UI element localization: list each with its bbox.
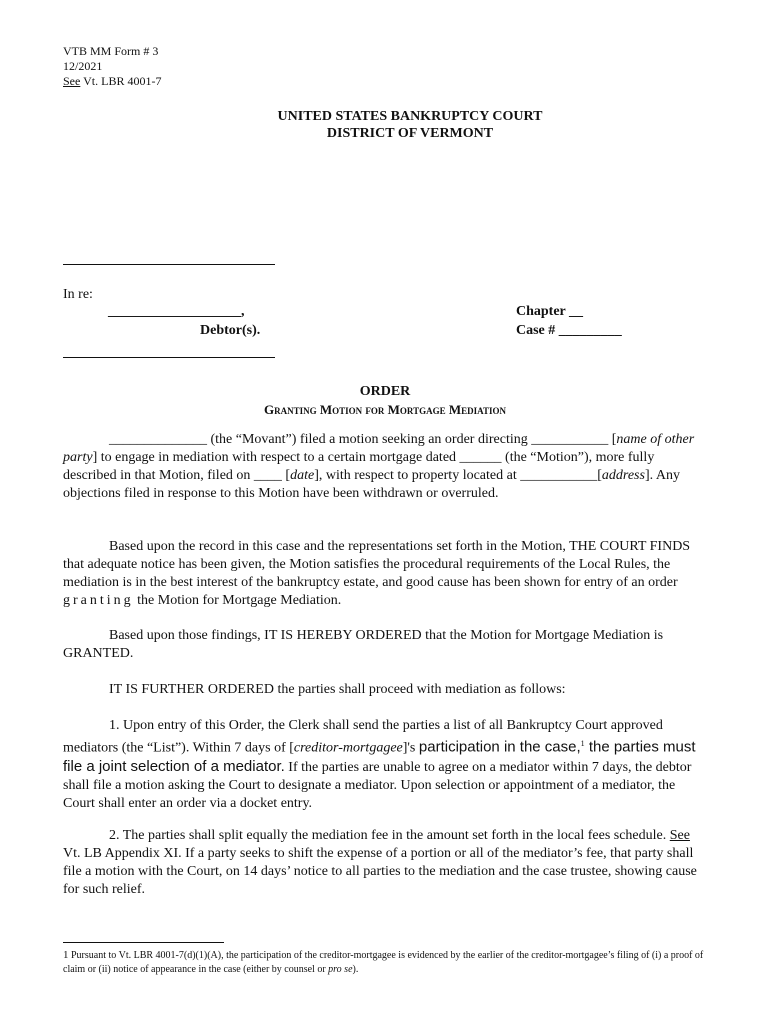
recital-placeholder-address: address bbox=[601, 468, 645, 483]
court-line-1: UNITED STATES BANKRUPTCY COURT bbox=[277, 109, 543, 124]
in-re-label: In re: bbox=[63, 287, 93, 302]
recital-text: ] to engage in mediation with respect to a certain mortgage dated ______ (the “Motion”), more fully described in that Motion, filed on ____ [ bbox=[63, 450, 655, 483]
recital-text: ], with respect to property located at ___________[ bbox=[314, 468, 602, 483]
item-2-text: 2. The parties shall split equally the mediation fee in the amount set forth in the local fees schedule. bbox=[109, 828, 670, 843]
item-1-text: the parties must file a joint selection of a mediator. bbox=[63, 738, 696, 775]
footnote-pro-se: pro se bbox=[328, 964, 353, 975]
footnote-text: Pursuant to Vt. LBR 4001-7(d)(1)(A), the participation of the creditor-mortgagee is evidenced by the earlier of the creditor-mortgagee’s filing of (i) a proof of claim or (ii) notice of appearance in the case (either by counsel or bbox=[63, 950, 704, 975]
footnote-reference[interactable]: 1 bbox=[580, 739, 585, 748]
case-number-field: Case # _________ bbox=[516, 323, 622, 338]
item-1-text: If the parties are unable to agree on a mediator within 7 days, the debtor shall file a motion asking the Court to designate a mediator. Upon selection or appointment of a mediator, the Court shall enter an order via a docket entry. bbox=[63, 759, 692, 811]
item-2-text: Vt. LB Appendix XI. If a party seeks to shift the expense of a portion or all of the mediator’s fee, that party shall file a motion with the Court, on 14 days’ notice to all parties to the mediation and the case trustee, showing cause for such relief. bbox=[63, 846, 697, 897]
debtor-name-blank: ___________________, bbox=[108, 304, 245, 319]
recital-placeholder-party: name of other party bbox=[63, 432, 695, 465]
see-signal: See bbox=[63, 74, 81, 88]
recital-paragraph bbox=[63, 431, 703, 503]
footnote-number: 1 bbox=[63, 949, 69, 961]
findings-granting-word: granting bbox=[63, 593, 134, 608]
item-1-paragraph bbox=[63, 717, 703, 813]
item-1-text: ]'s bbox=[402, 740, 419, 756]
ordered-paragraph: Based upon those findings, IT IS HEREBY ORDERED that the Motion for Mortgage Mediation is GRANTED. bbox=[63, 628, 664, 661]
item-1-placeholder-creditor: creditor-mortgagee bbox=[293, 740, 403, 756]
further-ordered-paragraph: IT IS FURTHER ORDERED the parties shall proceed with mediation as follows: bbox=[109, 682, 566, 697]
order-subtitle: Granting Motion for Mortgage Mediation bbox=[264, 402, 506, 417]
see-signal: See bbox=[669, 828, 690, 843]
form-date: 12/2021 bbox=[63, 59, 103, 73]
findings-paragraph bbox=[63, 538, 703, 610]
court-line-2: DISTRICT OF VERMONT bbox=[326, 126, 494, 141]
form-header bbox=[63, 44, 161, 89]
footnote-text: ). bbox=[352, 964, 359, 975]
debtor-label: Debtor(s). bbox=[200, 323, 261, 338]
form-reference bbox=[63, 74, 161, 89]
item-2-paragraph bbox=[63, 827, 703, 899]
footnote-rule bbox=[63, 942, 224, 943]
form-number: VTB MM Form # 3 bbox=[63, 44, 159, 58]
caption-top-rule bbox=[63, 264, 275, 265]
footnote bbox=[63, 948, 713, 977]
recital-text: ]. Any objections filed in response to this Motion have been withdrawn or overruled. bbox=[63, 468, 680, 501]
findings-text: the Motion for Mortgage Mediation. bbox=[133, 593, 342, 608]
findings-text: Based upon the record in this case and the representations set forth in the Motion, THE COURT FINDS that adequate notice has been given, the Motion satisfies the procedural requirements of the Local Rules, the mediation is in the best interest of the bankruptcy estate, and good cause has been shown for entry of an order bbox=[63, 539, 691, 590]
order-title: ORDER bbox=[359, 384, 411, 399]
item-1-text: 1. Upon entry of this Order, the Clerk shall send the parties a list of all Bankruptcy Court approved mediators (the “List”). Within 7 days of [ bbox=[63, 718, 663, 756]
rule-reference: Vt. LBR 4001-7 bbox=[80, 74, 162, 88]
recital-text: ______________ (the “Movant”) filed a motion seeking an order directing ___________ [ bbox=[109, 432, 617, 447]
recital-placeholder-date: date bbox=[290, 468, 315, 483]
caption-bottom-rule bbox=[63, 357, 275, 358]
chapter-field: Chapter __ bbox=[516, 304, 584, 319]
item-1-text: participation in the case, bbox=[418, 738, 581, 756]
court-name bbox=[0, 108, 770, 142]
